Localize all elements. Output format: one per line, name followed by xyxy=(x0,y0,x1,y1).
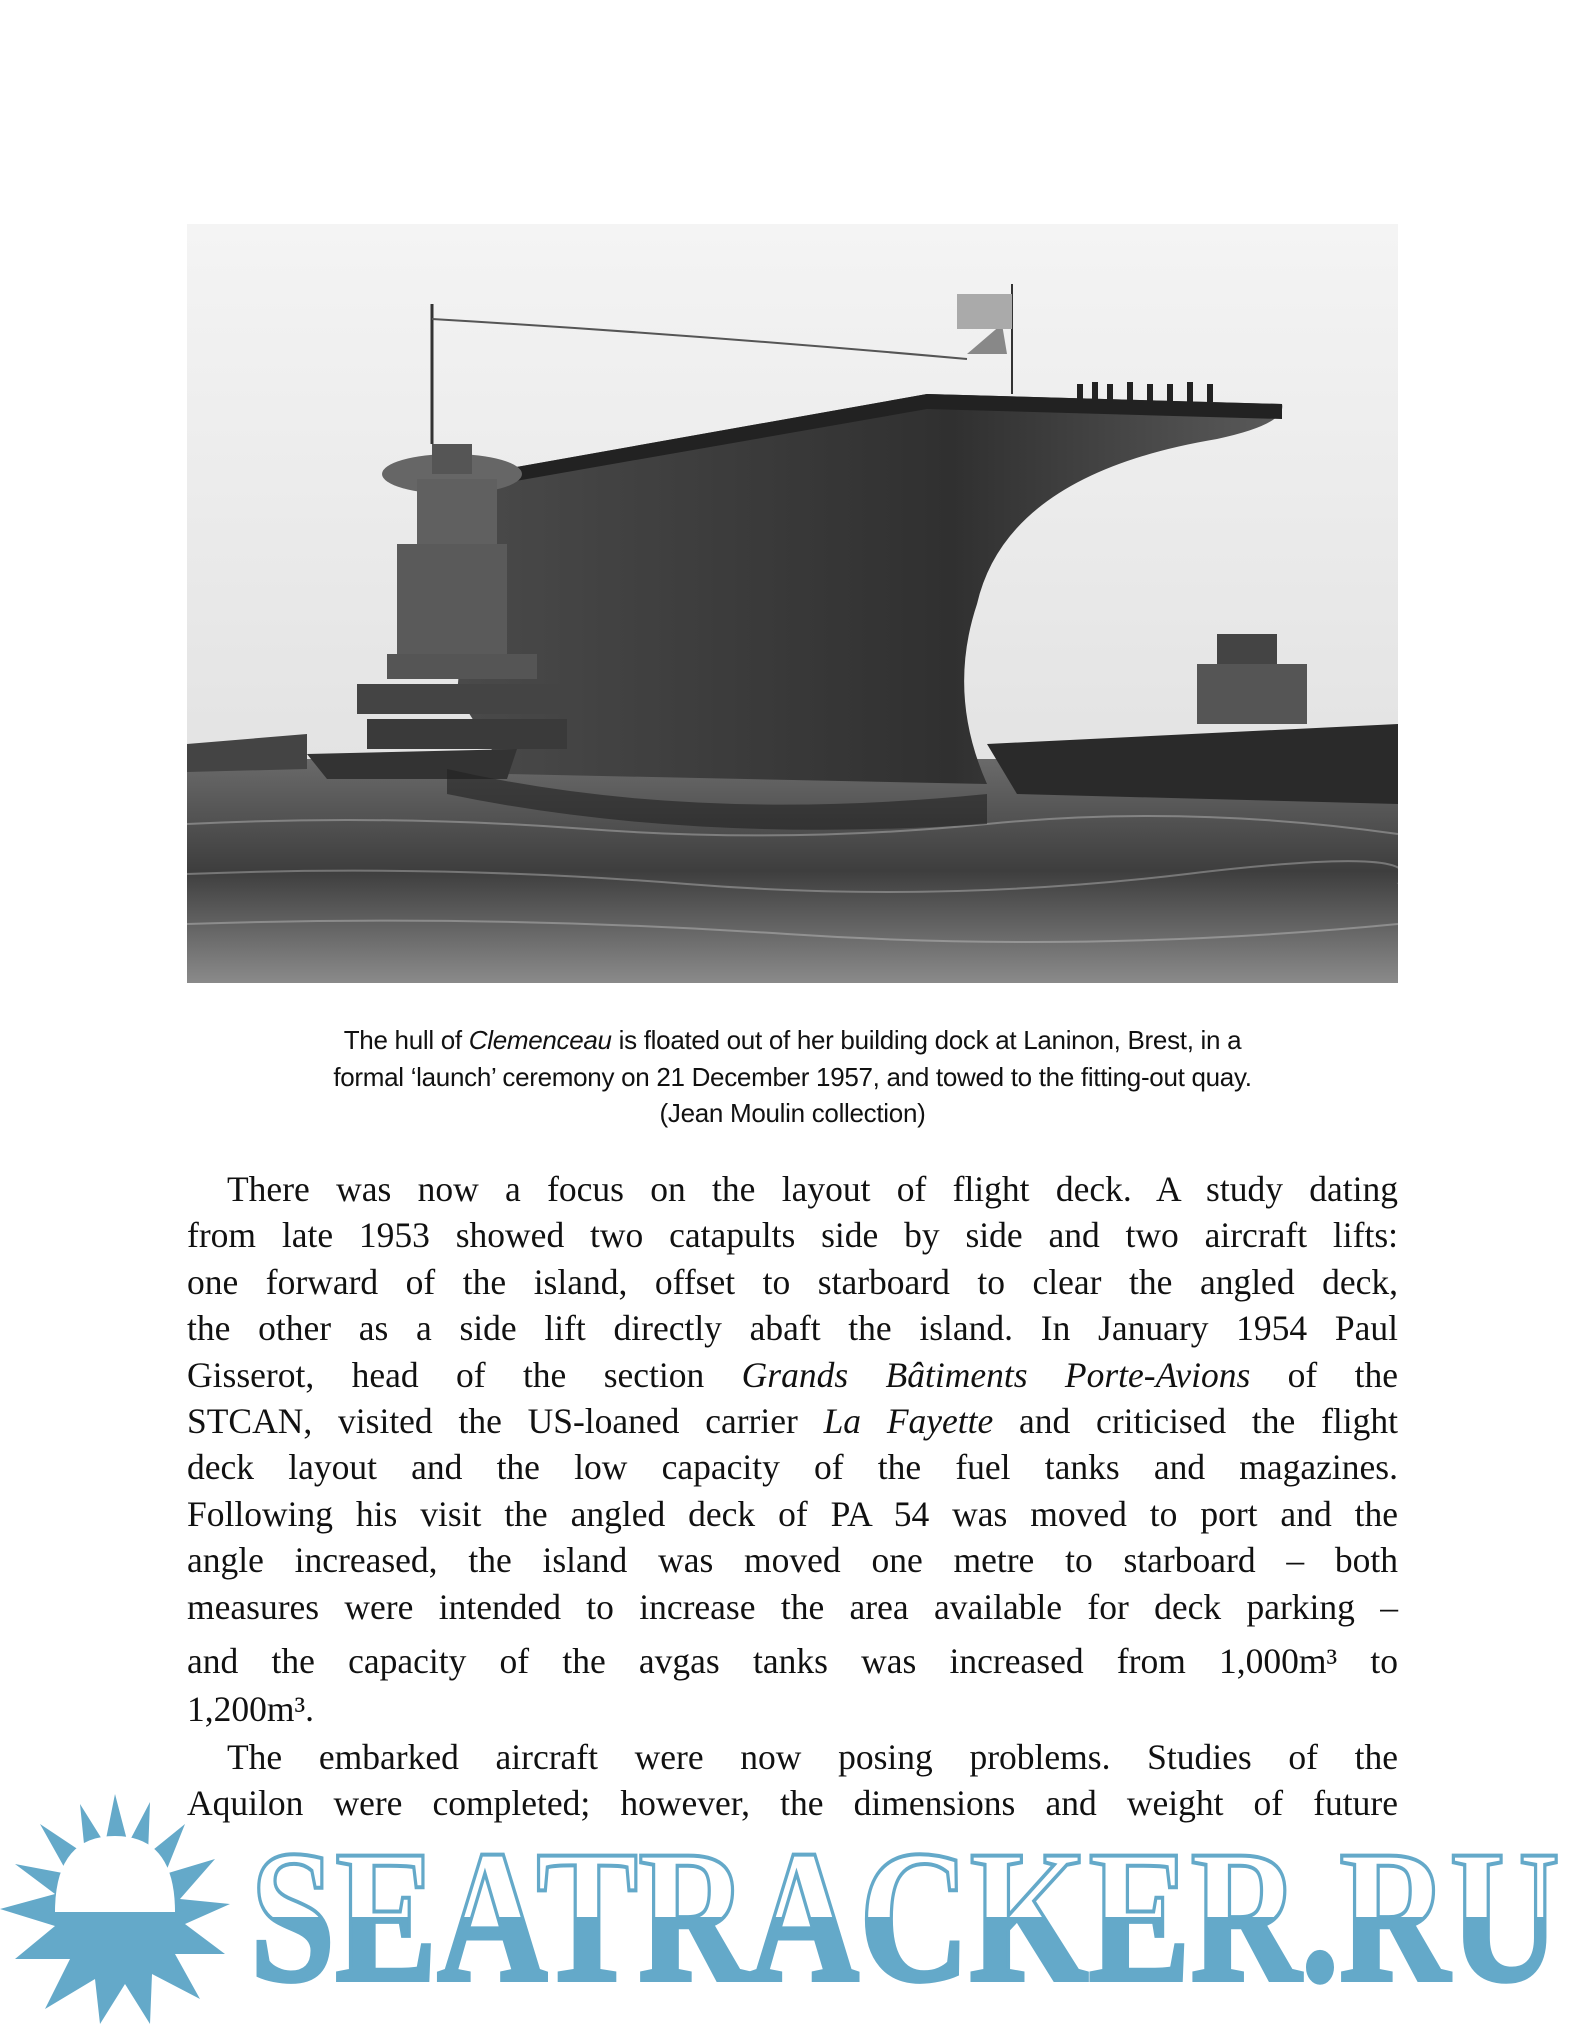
body-line xyxy=(187,1398,1398,1444)
body-line-text xyxy=(187,1212,1398,1258)
body-text-segment: The embarked aircraft were now posing problems. Studies of the xyxy=(227,1736,1398,1777)
body-text-segment: Aquilon were completed; however, the dimensions and weight of future xyxy=(187,1783,1398,1824)
watermark-text: SEATRACKER.RU xyxy=(250,1812,1560,2022)
body-line xyxy=(187,1212,1398,1258)
body-text-segment: from late 1953 showed two catapults side by side and two aircraft lifts: xyxy=(187,1215,1398,1256)
body-line xyxy=(187,1491,1398,1537)
body-text-segment: Gisserot, head of the section xyxy=(187,1354,742,1395)
body-line-text xyxy=(187,1259,1398,1305)
body-line-text xyxy=(187,1444,1398,1490)
body-text-segment: one forward of the island, offset to starboard to clear the angled deck, xyxy=(187,1261,1398,1302)
caption-text: The hull of xyxy=(343,1025,469,1055)
body-line-text xyxy=(227,1166,1398,1212)
body-line xyxy=(187,1259,1398,1305)
body-line xyxy=(187,1352,1398,1398)
body-text-segment: STCAN, visited the US-loaned carrier xyxy=(187,1400,824,1441)
caption-line xyxy=(187,1022,1398,1059)
body-line xyxy=(187,1584,1398,1630)
body-text-segment: deck layout and the low capacity of the fuel tanks and magazines. xyxy=(187,1447,1398,1488)
body-line-text xyxy=(187,1352,1398,1398)
body-text-segment: of the xyxy=(1250,1354,1398,1395)
caption-line xyxy=(187,1059,1398,1096)
photo-caption xyxy=(187,1022,1398,1132)
italic-text: Grands Bâtiments Porte-Avions xyxy=(741,1354,1251,1395)
sun-logo-icon xyxy=(0,1794,230,2024)
body-text-segment: 1,200m³. xyxy=(187,1688,315,1729)
body-line-text xyxy=(187,1398,1398,1444)
body-line-text xyxy=(227,1734,1398,1780)
body-text-segment: and criticised the flight xyxy=(993,1400,1398,1441)
body-line-text xyxy=(187,1537,1398,1583)
body-line xyxy=(187,1444,1398,1490)
body-text-segment: measures were intended to increase the area available for deck parking – xyxy=(187,1586,1398,1627)
carrier-launch-photo xyxy=(187,224,1398,983)
body-line-text xyxy=(187,1638,1398,1684)
seatracker-watermark xyxy=(0,1794,1573,2024)
caption-text: is floated out of her building dock at Laninon, Brest, in a xyxy=(611,1025,1242,1055)
body-line xyxy=(187,1166,1398,1212)
body-line xyxy=(187,1630,1398,1686)
body-line-text xyxy=(187,1584,1398,1630)
body-line xyxy=(187,1686,1398,1734)
body-line xyxy=(187,1305,1398,1351)
caption-italic-text: Clemenceau xyxy=(468,1025,612,1055)
body-text xyxy=(187,1166,1398,1827)
body-line-text xyxy=(187,1305,1398,1351)
italic-text: La Fayette xyxy=(823,1400,994,1441)
body-text-segment: There was now a focus on the layout of flight deck. A study dating xyxy=(227,1169,1398,1209)
body-line-text xyxy=(187,1686,314,1732)
caption-line xyxy=(187,1095,1398,1132)
body-line-text xyxy=(187,1491,1398,1537)
body-line xyxy=(187,1734,1398,1780)
body-text-segment: Following his visit the angled deck of PA 54 was moved to port and the xyxy=(187,1493,1398,1534)
body-text-segment: the other as a side lift directly abaft the island. In January 1954 Paul xyxy=(187,1308,1398,1349)
body-line xyxy=(187,1537,1398,1583)
caption-text: formal ‘launch’ ceremony on 21 December 1957, and towed to the fitting-out quay. xyxy=(333,1061,1252,1092)
body-text-segment: angle increased, the island was moved one metre to starboard – both xyxy=(187,1540,1398,1581)
caption-text: (Jean Moulin collection) xyxy=(659,1098,926,1128)
body-text-segment: and the capacity of the avgas tanks was increased from 1,000m³ to xyxy=(187,1640,1398,1681)
